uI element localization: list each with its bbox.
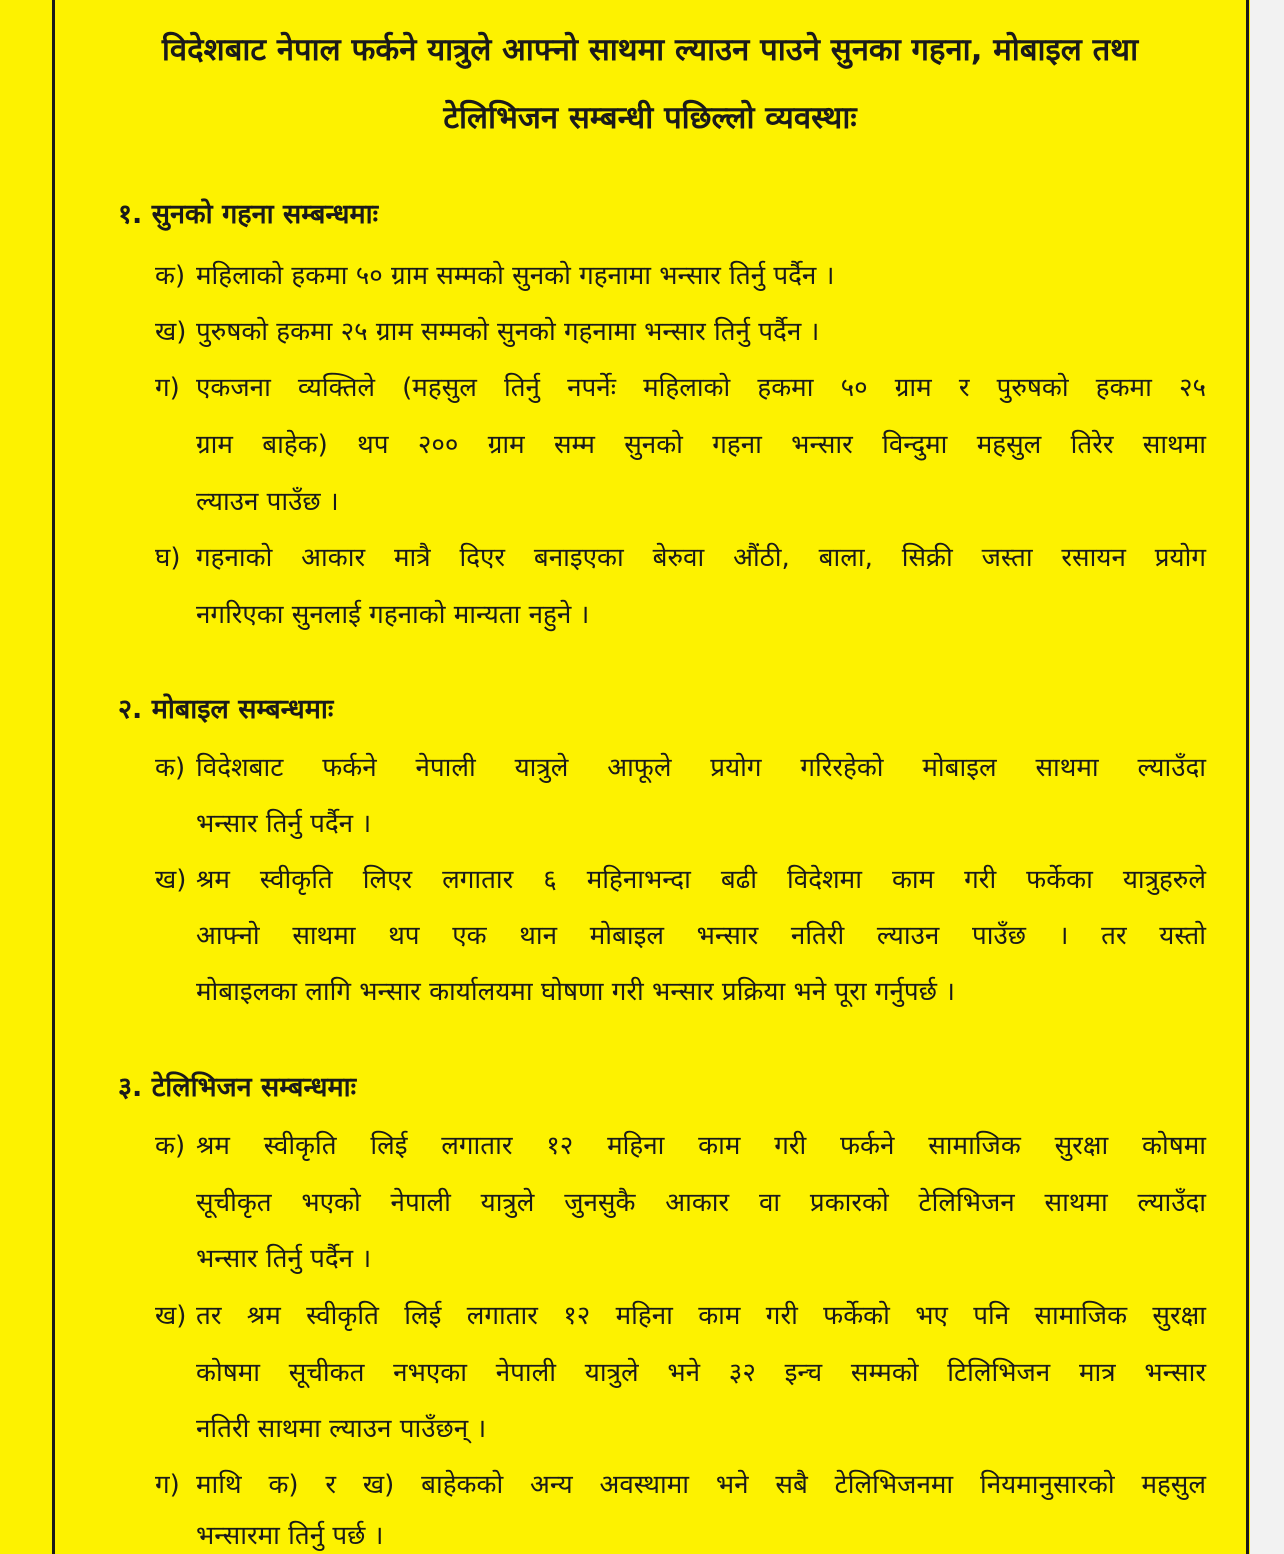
item-line: माथि क) र ख) बाहेकको अन्य अवस्थामा भने सबै टेलिभिजनमा नियमानुसारको महसुल [196, 1470, 1206, 1500]
item-marker: घ) [155, 543, 181, 573]
item-line: नतिरी साथमा ल्याउन पाउँछन् । [196, 1414, 487, 1444]
item-line: आफ्नो साथमा थप एक थान मोबाइल भन्सार नतिरी ल्याउन पाउँछ । तर यस्तो [196, 921, 1206, 951]
item-line: भन्सारमा तिर्नु पर्छ । [196, 1521, 384, 1551]
page-title-line-1: विदेशबाट नेपाल फर्कने यात्रुले आफ्नो साथमा ल्याउन पाउने सुनका गहना, मोबाइल तथा [161, 32, 1139, 68]
item-line: भन्सार तिर्नु पर्दैन । [196, 1244, 372, 1274]
item-line: एकजना व्यक्तिले (महसुल तिर्नु नपर्नेः महिलाको हकमा ५० ग्राम र पुरुषको हकमा २५ [196, 373, 1206, 403]
item-marker: ख) [155, 317, 187, 347]
item-line: ग्राम बाहेक) थप २०० ग्राम सम्म सुनको गहना भन्सार विन्दुमा महसुल तिरेर साथमा [196, 430, 1206, 460]
left-border-line [52, 0, 55, 1554]
item-line: मोबाइलका लागि भन्सार कार्यालयमा घोषणा गरी भन्सार प्रक्रिया भने पूरा गर्नुपर्छ । [196, 977, 956, 1007]
item-marker: ख) [155, 865, 187, 895]
item-line: श्रम स्वीकृति लिएर लगातार ६ महिनाभन्दा बढी विदेशमा काम गरी फर्केका यात्रुहरुले [196, 865, 1206, 895]
item-marker: क) [155, 753, 186, 783]
page-title-line-2: टेलिभिजन सम्बन्धी पछिल्लो व्यवस्थाः [443, 100, 857, 136]
right-margin-strip [1250, 0, 1284, 1554]
item-line: नगरिएका सुनलाई गहनाको मान्यता नहुने । [196, 600, 590, 630]
item-line: पुरुषको हकमा २५ ग्राम सम्मको सुनको गहनामा भन्सार तिर्नु पर्दैन । [196, 317, 820, 347]
item-line: महिलाको हकमा ५० ग्राम सम्मको सुनको गहनामा भन्सार तिर्नु पर्दैन । [196, 261, 835, 291]
right-border-line [1246, 0, 1249, 1554]
item-line: ल्याउन पाउँछ । [196, 487, 339, 517]
section-heading-mobile: २. मोबाइल सम्बन्धमाः [118, 694, 334, 725]
item-line: तर श्रम स्वीकृति लिई लगातार १२ महिना काम गरी फर्केको भए पनि सामाजिक सुरक्षा [196, 1301, 1206, 1331]
item-line: विदेशबाट फर्कने नेपाली यात्रुले आफूले प्रयोग गरिरहेको मोबाइल साथमा ल्याउँदा [196, 753, 1206, 783]
item-marker: ग) [155, 1470, 180, 1500]
section-heading-gold: १. सुनको गहना सम्बन्धमाः [118, 199, 379, 230]
item-marker: ग) [155, 373, 180, 403]
item-line: कोषमा सूचीकत नभएका नेपाली यात्रुले भने ३२ इन्च सम्मको टिलिभिजन मात्र भन्सार [196, 1358, 1206, 1388]
item-line: श्रम स्वीकृति लिई लगातार १२ महिना काम गरी फर्कने सामाजिक सुरक्षा कोषमा [196, 1131, 1206, 1161]
item-marker: क) [155, 1131, 186, 1161]
item-line: भन्सार तिर्नु पर्दैन । [196, 809, 372, 839]
item-marker: ख) [155, 1301, 187, 1331]
item-line: सूचीकृत भएको नेपाली यात्रुले जुनसुकै आकार वा प्रकारको टेलिभिजन साथमा ल्याउँदा [196, 1188, 1206, 1218]
item-marker: क) [155, 261, 186, 291]
item-line: गहनाको आकार मात्रै दिएर बनाइएका बेरुवा औंठी, बाला, सिक्री जस्ता रसायन प्रयोग [196, 543, 1206, 573]
section-heading-television: ३. टेलिभिजन सम्बन्धमाः [118, 1072, 357, 1103]
